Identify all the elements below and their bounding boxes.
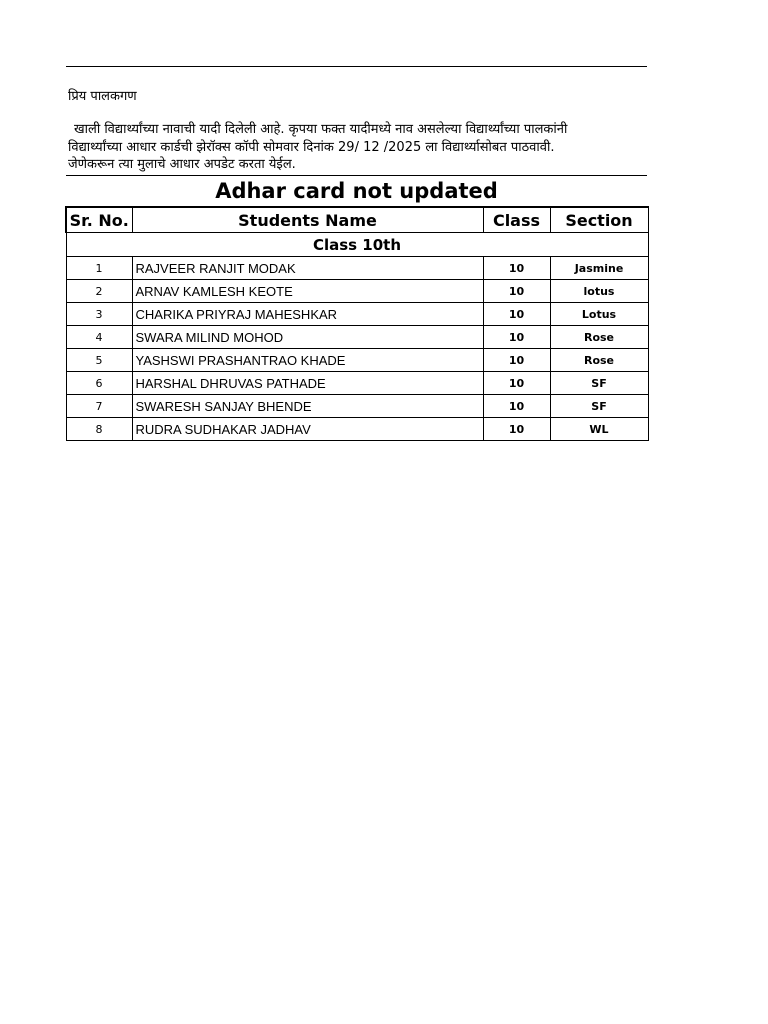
notice-paragraph xyxy=(68,121,648,174)
section-cell: SF xyxy=(550,372,648,395)
table-row xyxy=(66,349,648,372)
student-name-cell: HARSHAL DHRUVAS PATHADE xyxy=(132,372,483,395)
section-cell: Rose xyxy=(550,326,648,349)
student-table xyxy=(65,206,649,441)
sr-no-cell: 4 xyxy=(66,326,132,349)
student-name-cell: RUDRA SUDHAKAR JADHAV xyxy=(132,418,483,441)
student-name-cell: SWARESH SANJAY BHENDE xyxy=(132,395,483,418)
sr-no-cell: 7 xyxy=(66,395,132,418)
table-row xyxy=(66,418,648,441)
header-section: Section xyxy=(550,207,648,233)
student-name-cell: RAJVEER RANJIT MODAK xyxy=(132,257,483,280)
section-cell: Lotus xyxy=(550,303,648,326)
section-cell: lotus xyxy=(550,280,648,303)
table-row xyxy=(66,326,648,349)
notice-line: जेणेकरून त्या मुलाचे आधार अपडेट करता येईल. xyxy=(68,157,296,172)
sr-no-cell: 1 xyxy=(66,257,132,280)
salutation: प्रिय पालकगण xyxy=(68,89,137,104)
table-row xyxy=(66,372,648,395)
table-row xyxy=(66,257,648,280)
class-cell: 10 xyxy=(483,257,550,280)
sr-no-cell: 8 xyxy=(66,418,132,441)
sr-no-cell: 2 xyxy=(66,280,132,303)
class-cell: 10 xyxy=(483,372,550,395)
class-cell: 10 xyxy=(483,303,550,326)
notice-line: खाली विद्यार्थ्यांच्या नावाची यादी दिलेली आहे. कृपया फक्त यादीमध्ये नाव असलेल्या विद्यार्थ्यांच्या पालकांनी xyxy=(74,122,568,137)
document-title: Adhar card not updated xyxy=(215,179,498,203)
notice-line: विद्यार्थ्यांच्या आधार कार्डची झेरॉक्स कॉपी सोमवार दिनांक 29/ 12 /2025 ला विद्यार्थ्यासोबत पाठवावी. xyxy=(68,139,555,155)
class-cell: 10 xyxy=(483,280,550,303)
top-divider xyxy=(66,66,647,67)
section-cell: Jasmine xyxy=(550,257,648,280)
section-cell: Rose xyxy=(550,349,648,372)
table-header-row xyxy=(66,207,648,233)
sr-no-cell: 3 xyxy=(66,303,132,326)
group-label: Class 10th xyxy=(66,233,648,257)
section-cell: SF xyxy=(550,395,648,418)
table-row xyxy=(66,395,648,418)
header-class: Class xyxy=(483,207,550,233)
class-cell: 10 xyxy=(483,418,550,441)
student-name-cell: CHARIKA PRIYRAJ MAHESHKAR xyxy=(132,303,483,326)
section-cell: WL xyxy=(550,418,648,441)
sr-no-cell: 6 xyxy=(66,372,132,395)
student-name-cell: SWARA MILIND MOHOD xyxy=(132,326,483,349)
class-cell: 10 xyxy=(483,349,550,372)
group-row xyxy=(66,233,648,257)
sr-no-cell: 5 xyxy=(66,349,132,372)
class-cell: 10 xyxy=(483,395,550,418)
header-students-name: Students Name xyxy=(132,207,483,233)
table-row xyxy=(66,303,648,326)
header-sr-no: Sr. No. xyxy=(66,207,132,233)
student-name-cell: ARNAV KAMLESH KEOTE xyxy=(132,280,483,303)
class-cell: 10 xyxy=(483,326,550,349)
student-name-cell: YASHSWI PRASHANTRAO KHADE xyxy=(132,349,483,372)
table-row xyxy=(66,280,648,303)
